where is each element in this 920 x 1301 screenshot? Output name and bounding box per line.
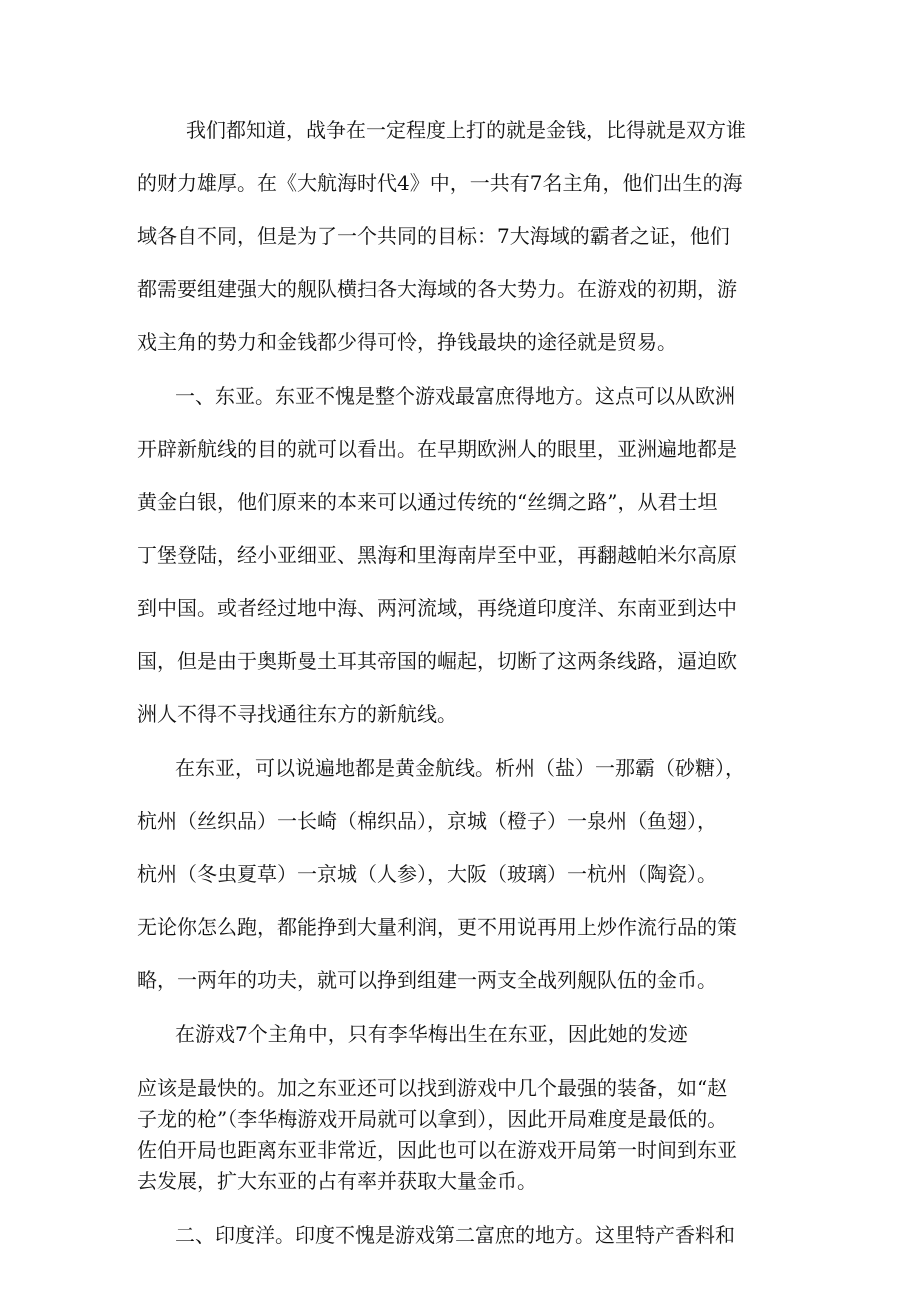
paragraph-line: 去发展，扩大东亚的占有率并获取大量金币。 bbox=[137, 1169, 537, 1193]
paragraph-line: 应该是最快的。加之东亚还可以找到游戏中几个最强的装备，如“赵 bbox=[137, 1076, 728, 1100]
paragraph-line: 国，但是由于奥斯曼土耳其帝国的崛起，切断了这两条线路，逼迫欧 bbox=[137, 649, 737, 673]
paragraph-line: 略，一两年的功夫，就可以挣到组建一两支全战列舰队伍的金币。 bbox=[137, 968, 717, 992]
paragraph-line: 域各自不同，但是为了一个共同的目标：7大海域的霸者之证，他们 bbox=[137, 224, 730, 248]
paragraph-line: 戏主角的势力和金钱都少得可怜，挣钱最块的途径就是贸易。 bbox=[137, 330, 677, 354]
paragraph-line: 的财力雄厚。在《大航海时代4》中，一共有7名主角，他们出生的海 bbox=[137, 171, 743, 195]
paragraph-line: 子龙的枪”（李华梅游戏开局就可以拿到），因此开局难度是最低的。 bbox=[137, 1107, 728, 1131]
paragraph-line: 都需要组建强大的舰队横扫各大海域的各大势力。在游戏的初期，游 bbox=[137, 277, 737, 301]
paragraph-line: 在东亚，可以说遍地都是黄金航线。析州（盐）一那霸（砂糖）， bbox=[175, 756, 745, 780]
paragraph-line: 我们都知道，战争在一定程度上打的就是金钱，比得就是双方谁 bbox=[186, 118, 746, 142]
paragraph-line: 到中国。或者经过地中海、两河流域，再绕道印度洋、东南亚到达中 bbox=[137, 596, 737, 620]
paragraph-line: 佐伯开局也距离东亚非常近，因此也可以在游戏开局第一时间到东亚 bbox=[137, 1138, 737, 1162]
paragraph-line: 杭州（冬虫夏草）一京城（人参），大阪（玻璃）一杭州（陶瓷）。 bbox=[137, 862, 717, 886]
paragraph-line: 在游戏7个主角中，只有李华梅出生在东亚，因此她的发迹 bbox=[175, 1022, 688, 1046]
paragraph-line: 一、东亚。东亚不愧是整个游戏最富庶得地方。这点可以从欧洲 bbox=[175, 384, 735, 408]
paragraph-line: 丁堡登陆，经小亚细亚、黑海和里海南岸至中亚，再翻越帕米尔高原 bbox=[137, 543, 737, 567]
paragraph-line: 无论你怎么跑，都能挣到大量利润，更不用说再用上炒作流行品的策 bbox=[137, 915, 737, 939]
paragraph-line: 黄金白银，他们原来的本来可以通过传统的“丝绸之路”，从君士坦 bbox=[137, 490, 718, 514]
paragraph-line: 杭州（丝织品）一长崎（棉织品），京城（橙子）一泉州（鱼翅）， bbox=[137, 809, 717, 833]
paragraph-line: 洲人不得不寻找通往东方的新航线。 bbox=[137, 702, 457, 726]
paragraph-line: 开辟新航线的目的就可以看出。在早期欧洲人的眼里，亚洲遍地都是 bbox=[137, 437, 737, 461]
paragraph-line: 二、印度洋。印度不愧是游戏第二富庶的地方。这里特产香料和 bbox=[175, 1223, 735, 1247]
